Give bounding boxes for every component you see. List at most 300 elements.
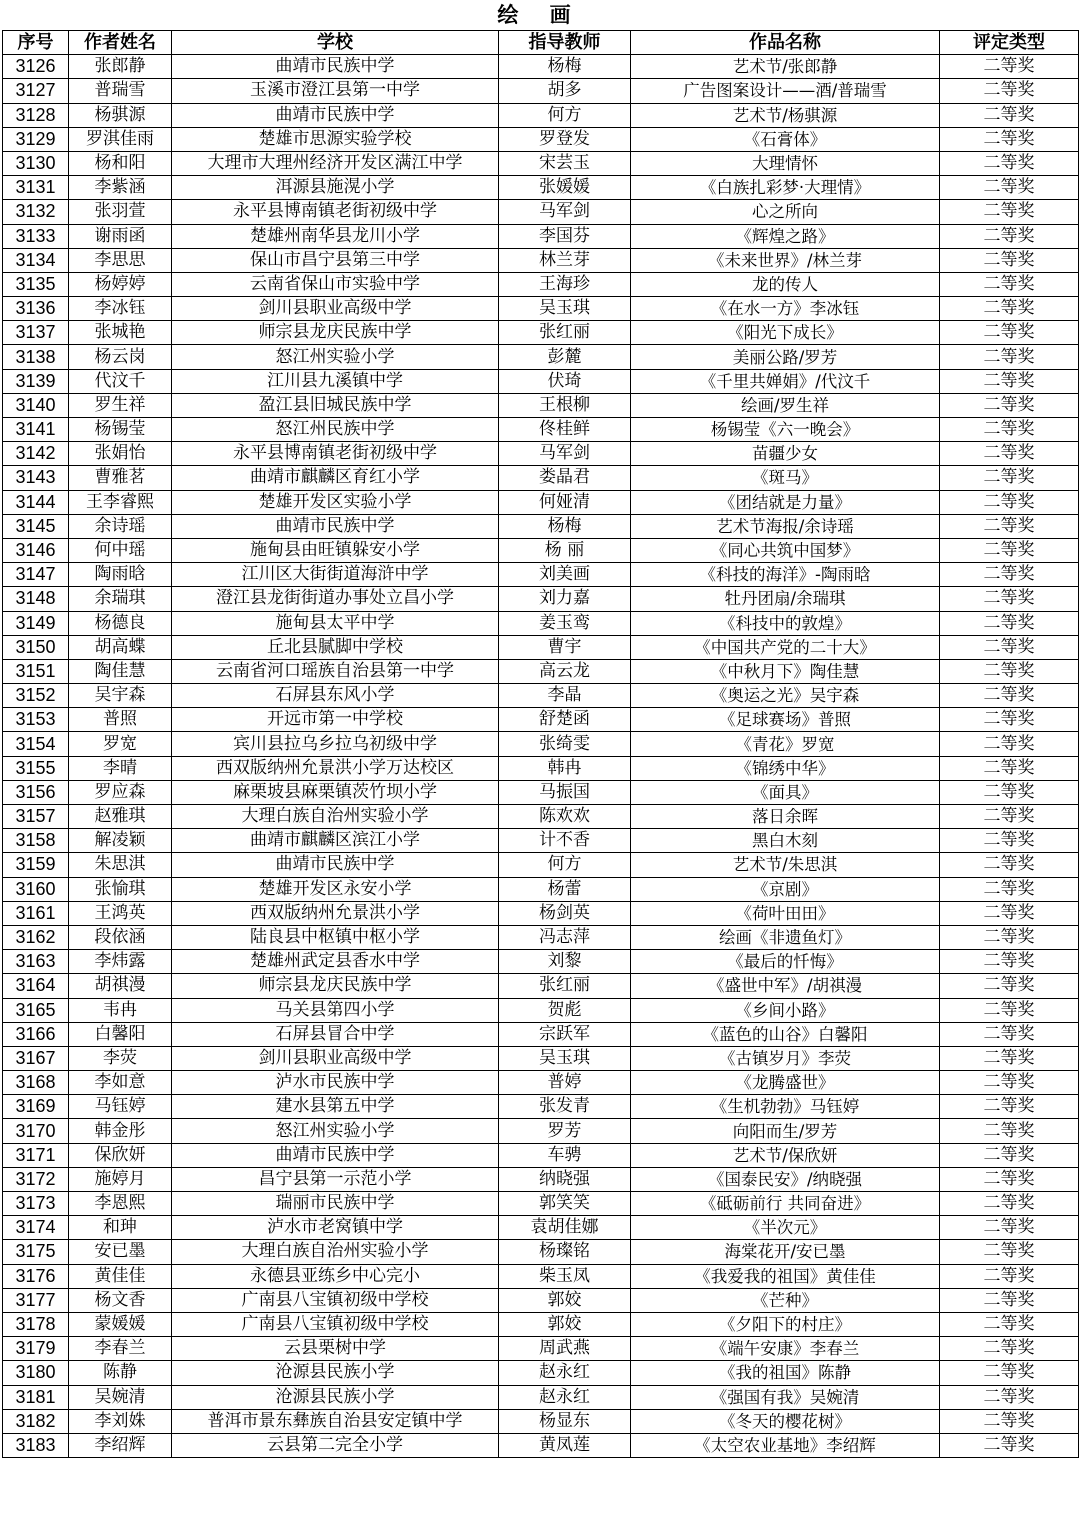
serial-cell: 3166 — [3, 1022, 69, 1046]
author-cell: 张城艳 — [69, 321, 172, 345]
work-title-cell: 《京剧》 — [631, 877, 940, 901]
table-row — [3, 998, 1079, 1022]
teacher-cell: 纳晓强 — [499, 1167, 631, 1191]
award-type-cell: 二等奖 — [940, 1216, 1079, 1240]
award-type-cell: 二等奖 — [940, 224, 1079, 248]
author-cell: 普瑞雪 — [69, 79, 172, 103]
award-type-cell: 二等奖 — [940, 756, 1079, 780]
table-row — [3, 756, 1079, 780]
award-type-cell: 二等奖 — [940, 538, 1079, 562]
teacher-cell: 刘美画 — [499, 563, 631, 587]
table-row — [3, 1216, 1079, 1240]
table-row — [3, 1433, 1079, 1457]
serial-cell: 3130 — [3, 151, 69, 175]
award-type-cell: 二等奖 — [940, 853, 1079, 877]
school-cell: 广南县八宝镇初级中学校 — [172, 1312, 499, 1336]
serial-cell: 3181 — [3, 1385, 69, 1409]
serial-cell: 3171 — [3, 1143, 69, 1167]
table-row — [3, 563, 1079, 587]
teacher-cell: 舒楚函 — [499, 708, 631, 732]
award-type-cell: 二等奖 — [940, 877, 1079, 901]
work-title-cell: 《最后的忏悔》 — [631, 950, 940, 974]
table-row — [3, 418, 1079, 442]
work-title-cell: 《砥砺前行 共同奋进》 — [631, 1192, 940, 1216]
author-cell: 赵雅琪 — [69, 805, 172, 829]
serial-cell: 3163 — [3, 950, 69, 974]
author-cell: 李炜露 — [69, 950, 172, 974]
author-cell: 解凌颖 — [69, 829, 172, 853]
teacher-cell: 宗跃军 — [499, 1022, 631, 1046]
teacher-cell: 张媛媛 — [499, 176, 631, 200]
table-row — [3, 611, 1079, 635]
teacher-cell: 计不香 — [499, 829, 631, 853]
work-title-cell: 《阳光下成长》 — [631, 321, 940, 345]
work-title-cell: 广告图案设计——酒/普瑞雪 — [631, 79, 940, 103]
school-cell: 楚雄开发区实验小学 — [172, 490, 499, 514]
school-cell: 曲靖市麒麟区滨江小学 — [172, 829, 499, 853]
serial-cell: 3169 — [3, 1095, 69, 1119]
work-title-cell: 黑白木刻 — [631, 829, 940, 853]
award-type-cell: 二等奖 — [940, 1337, 1079, 1361]
school-cell: 曲靖市民族中学 — [172, 514, 499, 538]
serial-cell: 3146 — [3, 538, 69, 562]
serial-cell: 3150 — [3, 635, 69, 659]
work-title-cell: 落日余晖 — [631, 805, 940, 829]
table-row — [3, 1264, 1079, 1288]
award-type-cell: 二等奖 — [940, 998, 1079, 1022]
table-row — [3, 200, 1079, 224]
author-cell: 代汶千 — [69, 369, 172, 393]
award-type-cell: 二等奖 — [940, 1409, 1079, 1433]
award-type-cell: 二等奖 — [940, 925, 1079, 949]
school-cell: 沧源县民族小学 — [172, 1361, 499, 1385]
author-cell: 余瑞琪 — [69, 587, 172, 611]
author-cell: 李春兰 — [69, 1337, 172, 1361]
work-title-cell: 艺术节海报/余诗瑶 — [631, 514, 940, 538]
award-type-cell: 二等奖 — [940, 393, 1079, 417]
serial-cell: 3175 — [3, 1240, 69, 1264]
teacher-cell: 马军剑 — [499, 200, 631, 224]
serial-cell: 3157 — [3, 805, 69, 829]
teacher-cell: 贺彪 — [499, 998, 631, 1022]
table-row — [3, 1409, 1079, 1433]
school-cell: 洱源县施滉小学 — [172, 176, 499, 200]
teacher-cell: 黄凤莲 — [499, 1433, 631, 1457]
serial-cell: 3136 — [3, 297, 69, 321]
work-title-cell: 《荷叶田田》 — [631, 901, 940, 925]
header-row — [3, 31, 1079, 55]
teacher-cell: 姜玉鸾 — [499, 611, 631, 635]
school-cell: 开远市第一中学校 — [172, 708, 499, 732]
work-title-cell: 《在水一方》李冰钰 — [631, 297, 940, 321]
author-cell: 李绍辉 — [69, 1433, 172, 1457]
table-row — [3, 103, 1079, 127]
author-cell: 张郎静 — [69, 55, 172, 79]
header-award-type: 评定类型 — [940, 31, 1079, 55]
school-cell: 剑川县职业高级中学 — [172, 1046, 499, 1070]
school-cell: 永德县亚练乡中心完小 — [172, 1264, 499, 1288]
teacher-cell: 周武燕 — [499, 1337, 631, 1361]
author-cell: 王李睿熙 — [69, 490, 172, 514]
award-type-cell: 二等奖 — [940, 490, 1079, 514]
award-type-cell: 二等奖 — [940, 248, 1079, 272]
teacher-cell: 张红丽 — [499, 974, 631, 998]
table-row — [3, 780, 1079, 804]
school-cell: 普洱市景东彝族自治县安定镇中学 — [172, 1409, 499, 1433]
author-cell: 保欣妍 — [69, 1143, 172, 1167]
work-title-cell: 牡丹团扇/余瑞琪 — [631, 587, 940, 611]
teacher-cell: 杨剑英 — [499, 901, 631, 925]
author-cell: 朱思淇 — [69, 853, 172, 877]
school-cell: 江川县九溪镇中学 — [172, 369, 499, 393]
school-cell: 江川区大街街道海浒中学 — [172, 563, 499, 587]
author-cell: 张娟怡 — [69, 442, 172, 466]
header-serial: 序号 — [3, 31, 69, 55]
award-type-cell: 二等奖 — [940, 345, 1079, 369]
teacher-cell: 杨蕾 — [499, 877, 631, 901]
serial-cell: 3161 — [3, 901, 69, 925]
author-cell: 段依涵 — [69, 925, 172, 949]
school-cell: 怒江州实验小学 — [172, 345, 499, 369]
work-title-cell: 《太空农业基地》李绍辉 — [631, 1433, 940, 1457]
work-title-cell: 《中国共产党的二十大》 — [631, 635, 940, 659]
author-cell: 罗应森 — [69, 780, 172, 804]
work-title-cell: 《足球赛场》普照 — [631, 708, 940, 732]
header-work-title: 作品名称 — [631, 31, 940, 55]
table-row — [3, 1167, 1079, 1191]
work-title-cell: 《辉煌之路》 — [631, 224, 940, 248]
serial-cell: 3156 — [3, 780, 69, 804]
work-title-cell: 海棠花开/安已墨 — [631, 1240, 940, 1264]
author-cell: 普照 — [69, 708, 172, 732]
serial-cell: 3180 — [3, 1361, 69, 1385]
school-cell: 西双版纳州允景洪小学 — [172, 901, 499, 925]
serial-cell: 3178 — [3, 1312, 69, 1336]
school-cell: 沧源县民族小学 — [172, 1385, 499, 1409]
table-row — [3, 127, 1079, 151]
serial-cell: 3133 — [3, 224, 69, 248]
teacher-cell: 刘力嘉 — [499, 587, 631, 611]
teacher-cell: 郭姣 — [499, 1312, 631, 1336]
serial-cell: 3159 — [3, 853, 69, 877]
serial-cell: 3147 — [3, 563, 69, 587]
author-cell: 陶佳慧 — [69, 659, 172, 683]
work-title-cell: 《千里共婵娟》/代汶千 — [631, 369, 940, 393]
teacher-cell: 郭笑笑 — [499, 1192, 631, 1216]
school-cell: 师宗县龙庆民族中学 — [172, 974, 499, 998]
award-type-cell: 二等奖 — [940, 901, 1079, 925]
teacher-cell: 杨 丽 — [499, 538, 631, 562]
work-title-cell: 艺术节/杨骐源 — [631, 103, 940, 127]
teacher-cell: 王海珍 — [499, 272, 631, 296]
teacher-cell: 高云龙 — [499, 659, 631, 683]
school-cell: 西双版纳州允景洪小学万达校区 — [172, 756, 499, 780]
school-cell: 曲靖市麒麟区育红小学 — [172, 466, 499, 490]
award-type-cell: 二等奖 — [940, 151, 1079, 175]
work-title-cell: 《龙腾盛世》 — [631, 1071, 940, 1095]
work-title-cell: 《古镇岁月》李荧 — [631, 1046, 940, 1070]
table-row — [3, 321, 1079, 345]
serial-cell: 3140 — [3, 393, 69, 417]
author-cell: 曹雅茗 — [69, 466, 172, 490]
award-type-cell: 二等奖 — [940, 1095, 1079, 1119]
serial-cell: 3167 — [3, 1046, 69, 1070]
teacher-cell: 罗登发 — [499, 127, 631, 151]
teacher-cell: 张红丽 — [499, 321, 631, 345]
award-type-cell: 二等奖 — [940, 1022, 1079, 1046]
author-cell: 陈静 — [69, 1361, 172, 1385]
award-type-cell: 二等奖 — [940, 1192, 1079, 1216]
work-title-cell: 《石膏体》 — [631, 127, 940, 151]
teacher-cell: 杨梅 — [499, 514, 631, 538]
teacher-cell: 吴玉琪 — [499, 1046, 631, 1070]
school-cell: 盈江县旧城民族中学 — [172, 393, 499, 417]
school-cell: 广南县八宝镇初级中学校 — [172, 1288, 499, 1312]
award-type-cell: 二等奖 — [940, 369, 1079, 393]
teacher-cell: 马振国 — [499, 780, 631, 804]
teacher-cell: 车骋 — [499, 1143, 631, 1167]
award-type-cell: 二等奖 — [940, 79, 1079, 103]
table-row — [3, 1046, 1079, 1070]
table-row — [3, 974, 1079, 998]
award-type-cell: 二等奖 — [940, 1385, 1079, 1409]
serial-cell: 3183 — [3, 1433, 69, 1457]
school-cell: 泸水市民族中学 — [172, 1071, 499, 1095]
table-row — [3, 853, 1079, 877]
school-cell: 瑞丽市民族中学 — [172, 1192, 499, 1216]
school-cell: 剑川县职业高级中学 — [172, 297, 499, 321]
author-cell: 余诗瑶 — [69, 514, 172, 538]
award-type-cell: 二等奖 — [940, 272, 1079, 296]
table-row — [3, 805, 1079, 829]
award-type-cell: 二等奖 — [940, 780, 1079, 804]
serial-cell: 3127 — [3, 79, 69, 103]
award-type-cell: 二等奖 — [940, 321, 1079, 345]
work-title-cell: 杨锡莹《六一晚会》 — [631, 418, 940, 442]
school-cell: 楚雄州武定县香水中学 — [172, 950, 499, 974]
table-row — [3, 829, 1079, 853]
table-row — [3, 538, 1079, 562]
teacher-cell: 杨梅 — [499, 55, 631, 79]
school-cell: 石屏县东风小学 — [172, 684, 499, 708]
table-row — [3, 490, 1079, 514]
award-type-cell: 二等奖 — [940, 55, 1079, 79]
author-cell: 杨骐源 — [69, 103, 172, 127]
teacher-cell: 伏琦 — [499, 369, 631, 393]
author-cell: 李刘姝 — [69, 1409, 172, 1433]
award-type-cell: 二等奖 — [940, 1143, 1079, 1167]
table-row — [3, 1119, 1079, 1143]
teacher-cell: 杨璨铭 — [499, 1240, 631, 1264]
school-cell: 宾川县拉乌乡拉乌初级中学 — [172, 732, 499, 756]
award-type-cell: 二等奖 — [940, 587, 1079, 611]
table-row — [3, 1337, 1079, 1361]
work-title-cell: 《冬天的樱花树》 — [631, 1409, 940, 1433]
work-title-cell: 《面具》 — [631, 780, 940, 804]
school-cell: 保山市昌宁县第三中学 — [172, 248, 499, 272]
table-row — [3, 950, 1079, 974]
work-title-cell: 《芒种》 — [631, 1288, 940, 1312]
school-cell: 云县栗树中学 — [172, 1337, 499, 1361]
table-row — [3, 297, 1079, 321]
award-type-cell: 二等奖 — [940, 684, 1079, 708]
author-cell: 胡祺漫 — [69, 974, 172, 998]
teacher-cell: 赵永红 — [499, 1361, 631, 1385]
work-title-cell: 《中秋月下》陶佳慧 — [631, 659, 940, 683]
award-type-cell: 二等奖 — [940, 1071, 1079, 1095]
work-title-cell: 《端午安康》李春兰 — [631, 1337, 940, 1361]
serial-cell: 3132 — [3, 200, 69, 224]
table-row — [3, 925, 1079, 949]
work-title-cell: 《斑马》 — [631, 466, 940, 490]
author-cell: 杨云岗 — [69, 345, 172, 369]
school-cell: 曲靖市民族中学 — [172, 1143, 499, 1167]
teacher-cell: 林兰芽 — [499, 248, 631, 272]
teacher-cell: 马军剑 — [499, 442, 631, 466]
table-row — [3, 587, 1079, 611]
school-cell: 怒江州实验小学 — [172, 1119, 499, 1143]
school-cell: 云南省河口瑶族自治县第一中学 — [172, 659, 499, 683]
school-cell: 丘北县腻脚中学校 — [172, 635, 499, 659]
header-author: 作者姓名 — [69, 31, 172, 55]
school-cell: 楚雄市思源实验学校 — [172, 127, 499, 151]
teacher-cell: 宋芸玉 — [499, 151, 631, 175]
serial-cell: 3143 — [3, 466, 69, 490]
table-row — [3, 151, 1079, 175]
teacher-cell: 娄晶君 — [499, 466, 631, 490]
serial-cell: 3151 — [3, 659, 69, 683]
school-cell: 师宗县龙庆民族中学 — [172, 321, 499, 345]
award-type-cell: 二等奖 — [940, 1119, 1079, 1143]
serial-cell: 3168 — [3, 1071, 69, 1095]
table-row — [3, 1361, 1079, 1385]
work-title-cell: 《盛世中军》/胡祺漫 — [631, 974, 940, 998]
award-type-cell: 二等奖 — [940, 176, 1079, 200]
teacher-cell: 韩冉 — [499, 756, 631, 780]
award-type-cell: 二等奖 — [940, 127, 1079, 151]
author-cell: 罗宽 — [69, 732, 172, 756]
award-type-cell: 二等奖 — [940, 563, 1079, 587]
work-title-cell: 龙的传人 — [631, 272, 940, 296]
table-row — [3, 901, 1079, 925]
author-cell: 李晴 — [69, 756, 172, 780]
teacher-cell: 吴玉琪 — [499, 297, 631, 321]
award-type-cell: 二等奖 — [940, 1240, 1079, 1264]
table-row — [3, 224, 1079, 248]
school-cell: 施甸县由旺镇躲安小学 — [172, 538, 499, 562]
work-title-cell: 心之所向 — [631, 200, 940, 224]
author-cell: 李恩熙 — [69, 1192, 172, 1216]
award-type-cell: 二等奖 — [940, 1167, 1079, 1191]
work-title-cell: 《锦绣中华》 — [631, 756, 940, 780]
work-title-cell: 《奥运之光》吴宇森 — [631, 684, 940, 708]
author-cell: 施婷月 — [69, 1167, 172, 1191]
teacher-cell: 袁胡佳娜 — [499, 1216, 631, 1240]
table-row — [3, 1022, 1079, 1046]
serial-cell: 3160 — [3, 877, 69, 901]
author-cell: 韦冉 — [69, 998, 172, 1022]
serial-cell: 3138 — [3, 345, 69, 369]
teacher-cell: 郭姣 — [499, 1288, 631, 1312]
table-row — [3, 79, 1079, 103]
work-title-cell: 《我的祖国》陈静 — [631, 1361, 940, 1385]
work-title-cell: 《国泰民安》/纳晓强 — [631, 1167, 940, 1191]
award-type-cell: 二等奖 — [940, 732, 1079, 756]
author-cell: 吴宇森 — [69, 684, 172, 708]
award-type-cell: 二等奖 — [940, 466, 1079, 490]
work-title-cell: 艺术节/保欣妍 — [631, 1143, 940, 1167]
work-title-cell: 《乡间小路》 — [631, 998, 940, 1022]
author-cell: 杨德良 — [69, 611, 172, 635]
award-type-cell: 二等奖 — [940, 1264, 1079, 1288]
school-cell: 昌宁县第一示范小学 — [172, 1167, 499, 1191]
serial-cell: 3179 — [3, 1337, 69, 1361]
table-row — [3, 1143, 1079, 1167]
serial-cell: 3149 — [3, 611, 69, 635]
table-row — [3, 1095, 1079, 1119]
school-cell: 楚雄开发区永安小学 — [172, 877, 499, 901]
work-title-cell: 艺术节/朱思淇 — [631, 853, 940, 877]
header-teacher: 指导教师 — [499, 31, 631, 55]
teacher-cell: 罗芳 — [499, 1119, 631, 1143]
teacher-cell: 彭麓 — [499, 345, 631, 369]
table-row — [3, 1385, 1079, 1409]
school-cell: 云县第二完全小学 — [172, 1433, 499, 1457]
author-cell: 杨锡莹 — [69, 418, 172, 442]
work-title-cell: 《白族扎彩梦·大理情》 — [631, 176, 940, 200]
table-row — [3, 732, 1079, 756]
author-cell: 谢雨函 — [69, 224, 172, 248]
award-type-cell: 二等奖 — [940, 611, 1079, 635]
author-cell: 杨和阳 — [69, 151, 172, 175]
table-row — [3, 1240, 1079, 1264]
award-type-cell: 二等奖 — [940, 829, 1079, 853]
work-title-cell: 艺术节/张郎静 — [631, 55, 940, 79]
author-cell: 杨文香 — [69, 1288, 172, 1312]
table-row — [3, 635, 1079, 659]
serial-cell: 3170 — [3, 1119, 69, 1143]
serial-cell: 3152 — [3, 684, 69, 708]
page-title: 绘 画 — [497, 3, 583, 27]
school-cell: 澄江县龙街街道办事处立昌小学 — [172, 587, 499, 611]
author-cell: 张羽萱 — [69, 200, 172, 224]
table-row — [3, 1192, 1079, 1216]
award-type-cell: 二等奖 — [940, 200, 1079, 224]
teacher-cell: 刘黎 — [499, 950, 631, 974]
teacher-cell: 张发青 — [499, 1095, 631, 1119]
work-title-cell: 《强国有我》吴婉清 — [631, 1385, 940, 1409]
school-cell: 建水县第五中学 — [172, 1095, 499, 1119]
serial-cell: 3158 — [3, 829, 69, 853]
table-row — [3, 659, 1079, 683]
work-title-cell: 《生机勃勃》马钰婷 — [631, 1095, 940, 1119]
award-type-cell: 二等奖 — [940, 1312, 1079, 1336]
work-title-cell: 《半次元》 — [631, 1216, 940, 1240]
school-cell: 永平县博南镇老街初级中学 — [172, 200, 499, 224]
school-cell: 云南省保山市实验中学 — [172, 272, 499, 296]
table-row — [3, 708, 1079, 732]
serial-cell: 3139 — [3, 369, 69, 393]
author-cell: 白馨阳 — [69, 1022, 172, 1046]
serial-cell: 3131 — [3, 176, 69, 200]
serial-cell: 3144 — [3, 490, 69, 514]
school-cell: 曲靖市民族中学 — [172, 55, 499, 79]
serial-cell: 3126 — [3, 55, 69, 79]
award-type-cell: 二等奖 — [940, 805, 1079, 829]
school-cell: 陆良县中枢镇中枢小学 — [172, 925, 499, 949]
serial-cell: 3182 — [3, 1409, 69, 1433]
serial-cell: 3165 — [3, 998, 69, 1022]
